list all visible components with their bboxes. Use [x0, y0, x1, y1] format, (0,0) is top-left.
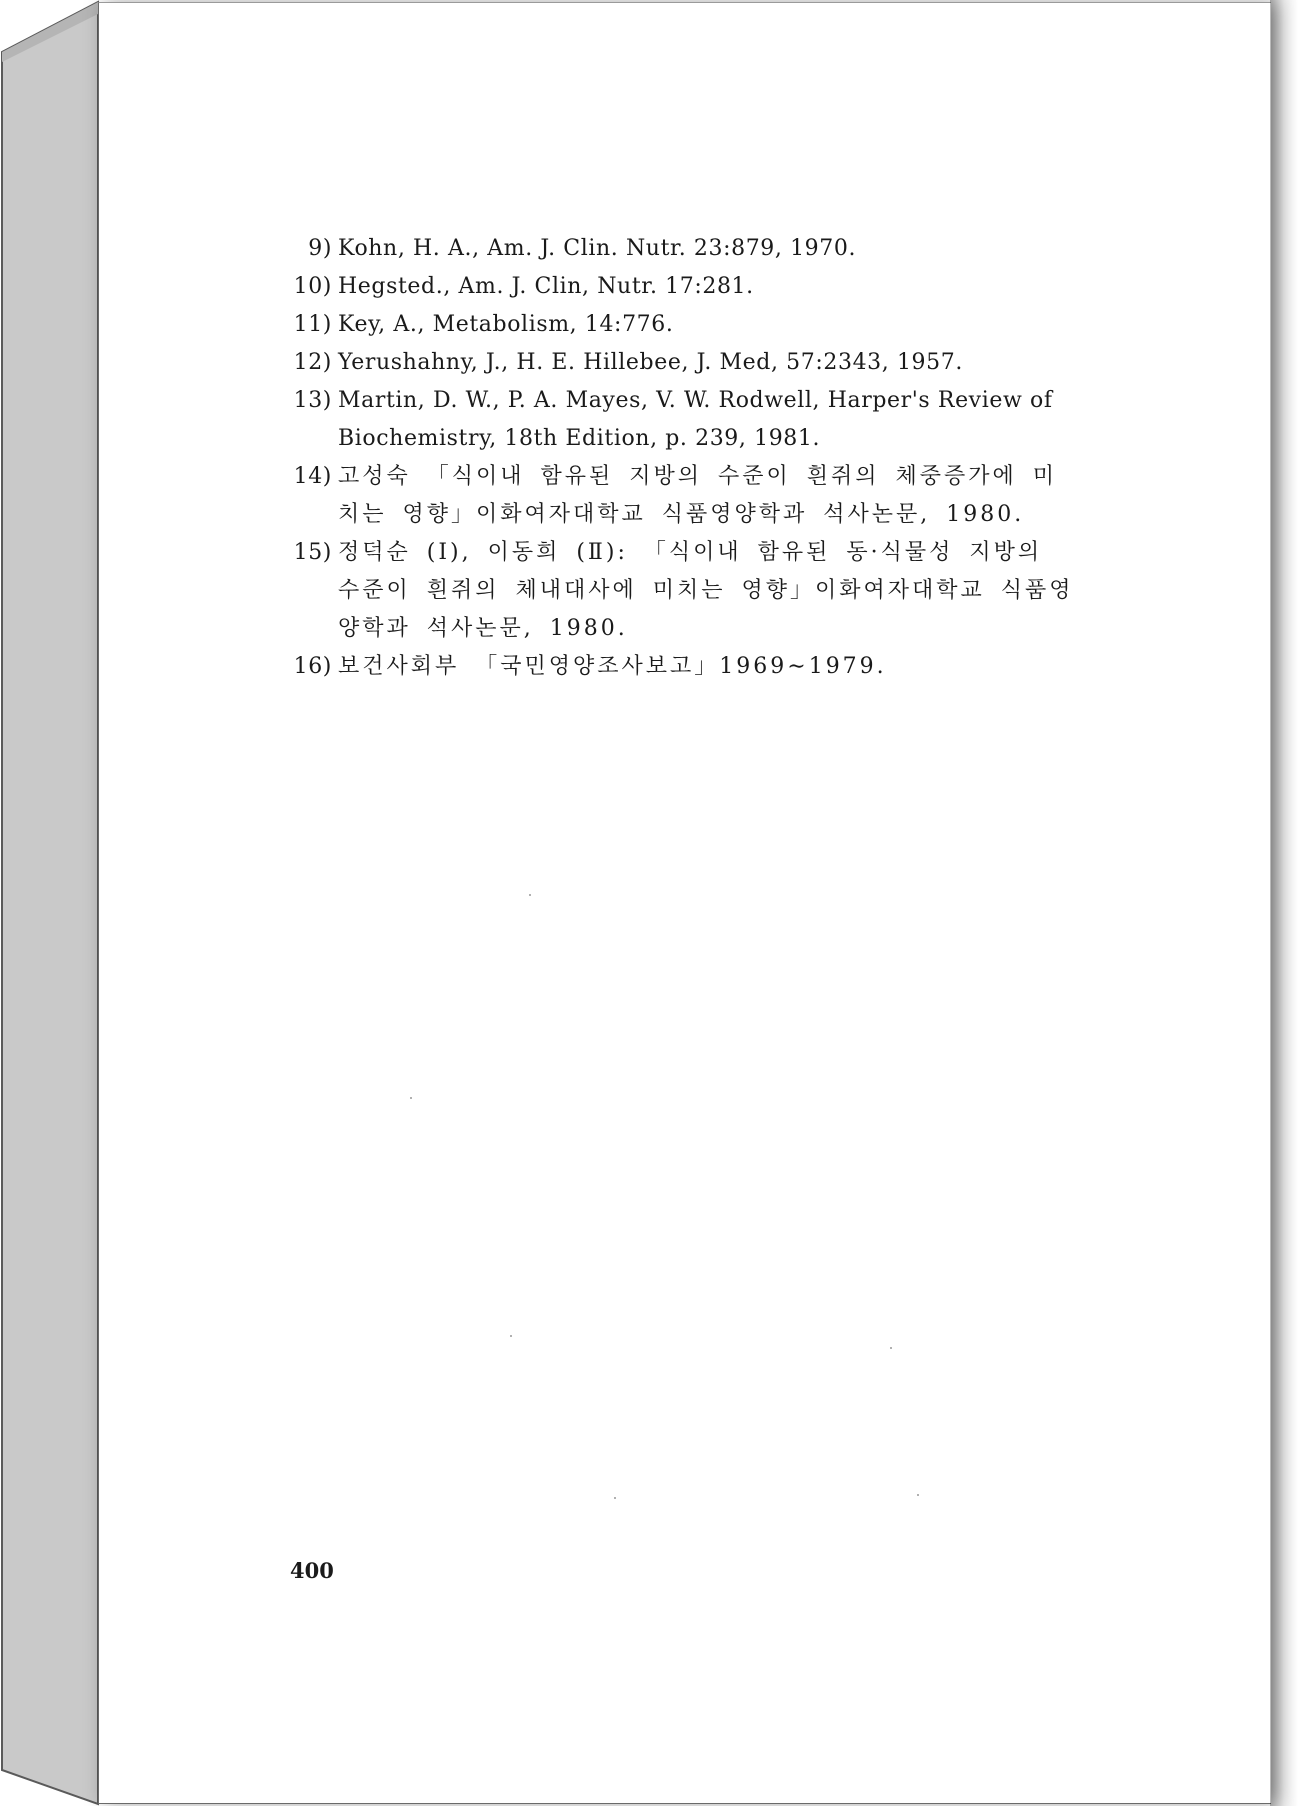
reference-number: 12) — [293, 350, 332, 375]
reference-text: Martin, D. W., P. A. Mayes, V. W. Rodwell, Harper's Review of Biochemistry, 18th Edition, p. 239, 1981. — [338, 388, 1053, 451]
page-edge-shadow — [1270, 0, 1298, 1806]
scan-speck — [917, 1494, 919, 1496]
reference-item — [290, 534, 1080, 648]
reference-item — [290, 230, 1080, 268]
reference-item — [290, 344, 1080, 382]
reference-number: 15) — [293, 540, 332, 565]
scan-speck — [614, 1497, 616, 1499]
reference-item — [290, 458, 1080, 534]
reference-text: 정덕순 (Ⅰ), 이동희 (Ⅱ): 「식이내 함유된 동·식물성 지방의 수준이 흰쥐의 체내대사에 미치는 영향」이화여자대학교 식품영양학과 석사논문, 1980. — [338, 540, 1074, 641]
reference-text: Key, A., Metabolism, 14:776. — [338, 312, 674, 337]
reference-item — [290, 382, 1080, 458]
reference-list — [290, 230, 1080, 686]
reference-number: 9) — [308, 236, 332, 261]
reference-text: Kohn, H. A., Am. J. Clin. Nutr. 23:879, 1970. — [338, 236, 857, 261]
reference-text: Hegsted., Am. J. Clin, Nutr. 17:281. — [338, 274, 754, 299]
reference-number: 13) — [293, 388, 332, 413]
reference-text: 고성숙 「식이내 함유된 지방의 수준이 흰쥐의 체중증가에 미치는 영향」이화여자대학교 식품영양학과 석사논문, 1980. — [338, 464, 1058, 527]
reference-text: 보건사회부 「국민영양조사보고」1969∼1979. — [338, 654, 887, 679]
scan-speck — [529, 894, 531, 896]
scan-speck — [890, 1347, 892, 1349]
reference-number: 11) — [293, 312, 332, 337]
reference-item — [290, 306, 1080, 344]
page-number: 400 — [290, 1558, 334, 1583]
reference-text: Yerushahny, J., H. E. Hillebee, J. Med, 57:2343, 1957. — [338, 350, 963, 375]
reference-number: 10) — [293, 274, 332, 299]
scan-speck — [410, 1097, 412, 1099]
reference-number: 16) — [293, 654, 332, 679]
reference-item — [290, 268, 1080, 306]
reference-number: 14) — [293, 464, 332, 489]
reference-item — [290, 648, 1080, 686]
scan-speck — [510, 1335, 512, 1337]
